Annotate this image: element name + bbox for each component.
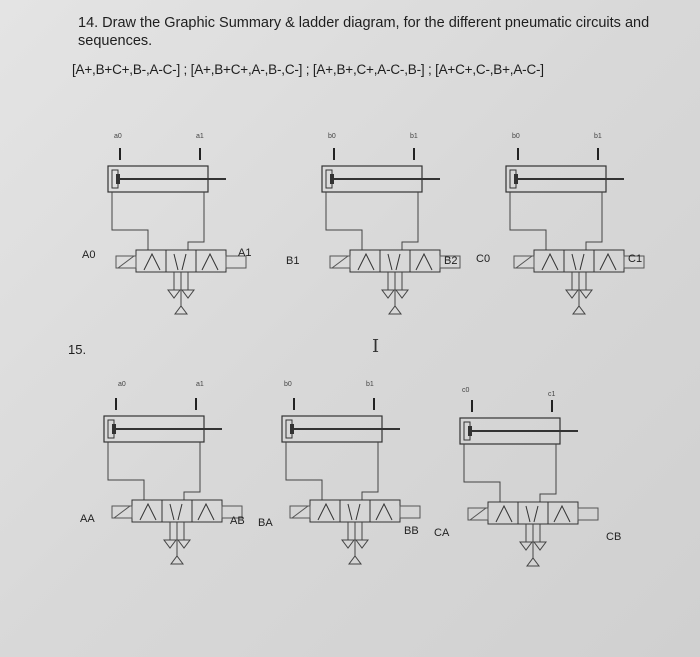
text-cursor-icon: I [372,336,380,357]
question-14-title: 14. Draw the Graphic Summary & ladder diagram, for the different pneumatic circuits and sequences. [78,15,650,49]
valve-label: C1 [628,253,643,265]
sensor-label: b1 [594,133,602,140]
question-15-label: 15. [68,342,87,357]
sensor-label: b1 [410,133,418,140]
valve-label: CB [606,531,622,543]
sensor-label: c0 [462,387,470,394]
valve-label: AB [230,515,245,527]
circuit-c-row2 [434,387,621,566]
valve-label: BB [404,525,419,537]
valve-label: B1 [286,255,300,267]
valve-label: CA [434,527,450,539]
sensor-label: b0 [284,381,292,388]
valve-label: A1 [238,247,252,259]
sensor-label: a1 [196,381,204,388]
circuit-a-row1 [82,133,251,314]
valve-label: AA [80,513,95,525]
sensor-label: b0 [512,133,520,140]
sensor-label: a0 [118,381,126,388]
sensor-label: c1 [548,391,556,398]
valve-label: A0 [82,249,96,261]
sensor-label: b0 [328,133,336,140]
circuit-b-row1 [286,133,460,314]
circuit-b-row2 [258,381,420,564]
valve-label: BA [258,517,273,529]
sensor-label: b1 [366,381,374,388]
circuit-c-row1 [476,133,644,314]
sequence-list: [A+,B+C+,B-,A-C-] ; [A+,B+C+,A-,B-,C-] ; [A+,B+,C+,A-C-,B-] ; [A+C+,C-,B+,A-C-] [72,62,544,77]
circuit-a-row2 [80,381,245,564]
valve-label: C0 [476,253,491,265]
sensor-label: a0 [114,133,122,140]
sensor-label: a1 [196,133,204,140]
valve-label: B2 [444,255,458,267]
